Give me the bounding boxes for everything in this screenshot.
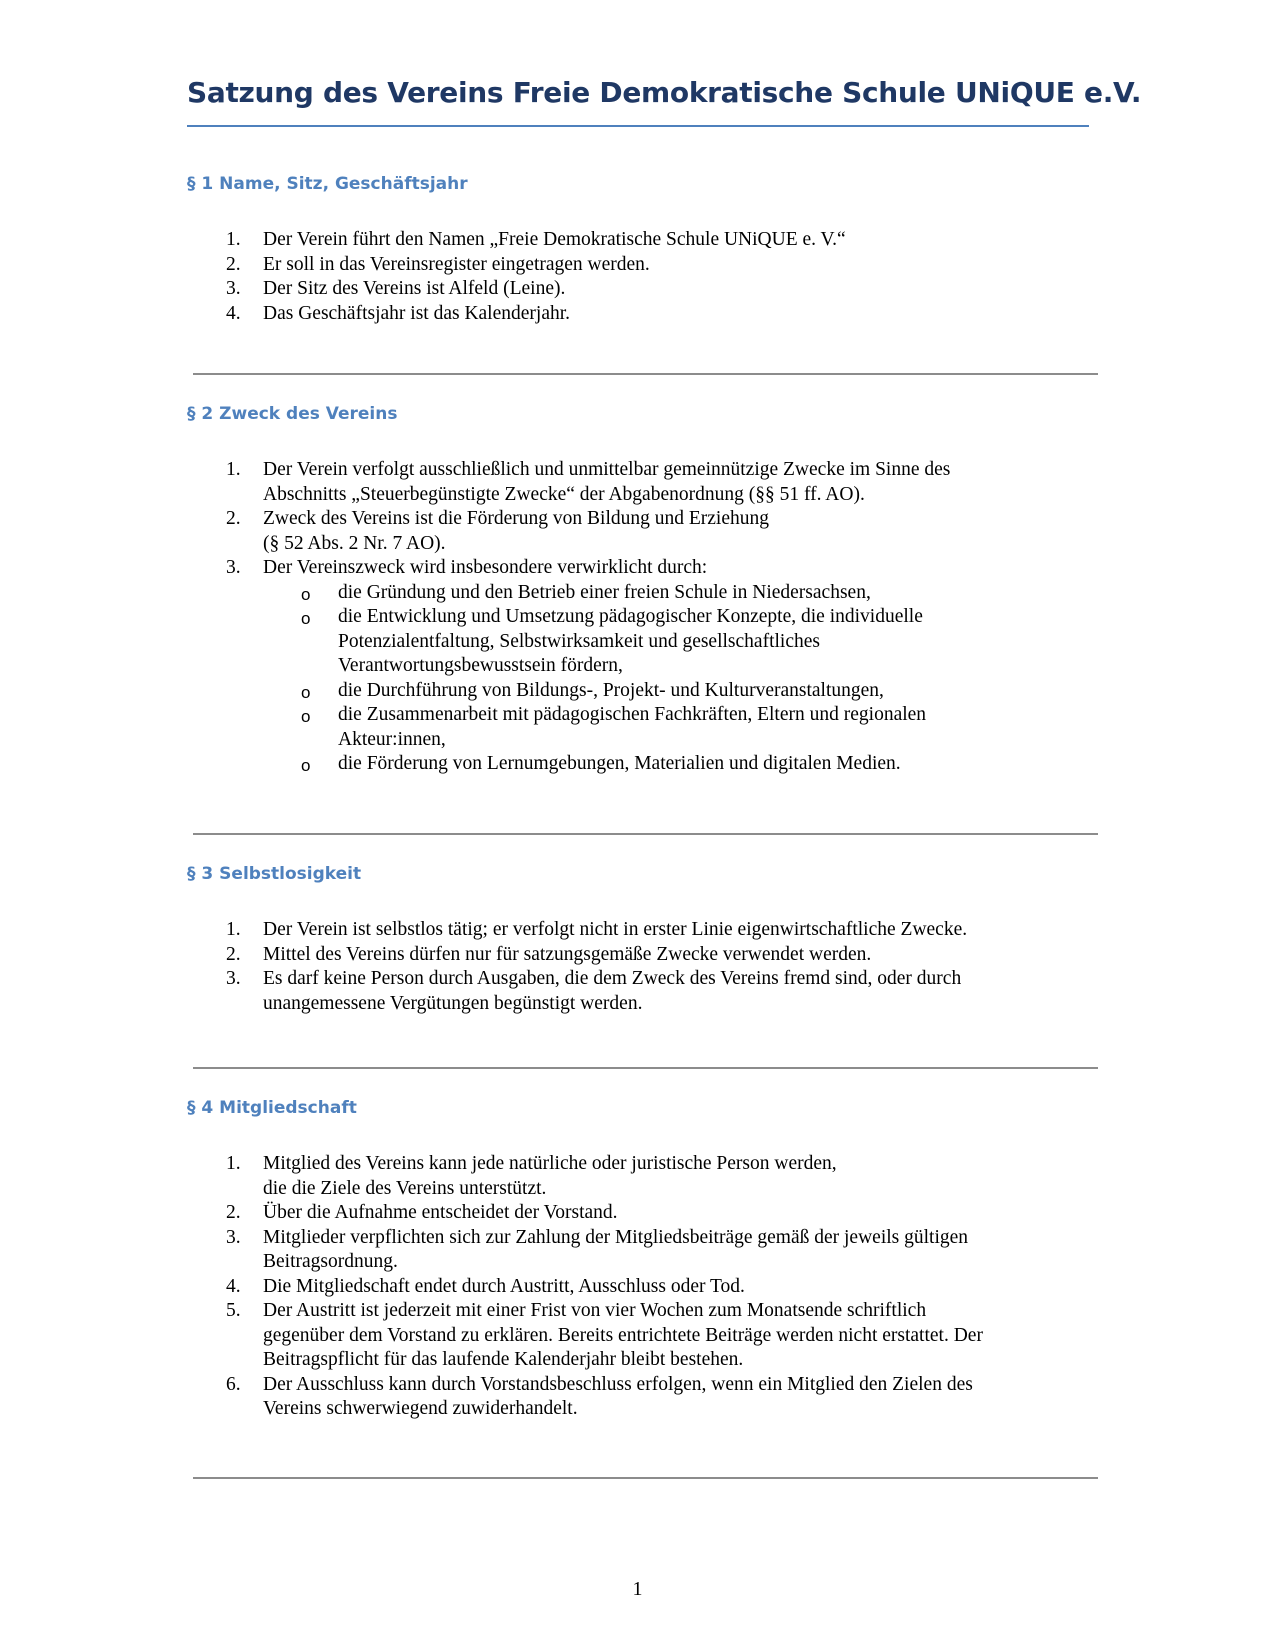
item-text: Über die Aufnahme entscheidet der Vorstand.	[263, 1202, 618, 1223]
item-text: Abschnitts „Steuerbegünstigte Zwecke“ der Abgabenordnung (§§ 51 ff. AO).	[263, 483, 865, 505]
section-divider	[193, 1477, 1098, 1479]
item-number: 1.	[226, 229, 241, 250]
item-text: Beitragspflicht für das laufende Kalenderjahr bleibt bestehen.	[263, 1349, 744, 1370]
list-item	[0, 277, 1103, 302]
item-text: unangemessene Vergütungen begünstigt werden.	[263, 992, 643, 1014]
list-item	[0, 1275, 1103, 1300]
item-number: 3.	[226, 278, 241, 299]
item-number: 6.	[226, 1373, 241, 1395]
list-item	[0, 458, 1103, 507]
section-3-list	[0, 918, 1275, 1016]
item-text: Die Mitgliedschaft endet durch Austritt, Ausschluss oder Tod.	[263, 1275, 745, 1297]
item-number: 1.	[226, 459, 241, 480]
sub-item-text: die Zusammenarbeit mit pädagogischen Fachkräften, Eltern und regionalen	[338, 704, 927, 725]
section-divider	[193, 1067, 1098, 1069]
list-item	[0, 507, 1103, 556]
sub-list	[263, 581, 1103, 777]
bullet-icon: o	[301, 756, 311, 775]
section-4-list	[0, 1152, 1275, 1422]
bullet-icon: o	[301, 609, 311, 628]
list-item	[0, 253, 1103, 278]
bullet-icon: o	[301, 584, 311, 604]
section-heading-2: § 2 Zweck des Vereins	[187, 404, 398, 424]
list-item	[0, 228, 1103, 253]
item-text: Vereins schwerwiegend zuwiderhandelt.	[263, 1398, 578, 1419]
item-number: 1.	[226, 919, 241, 940]
section-2-list	[0, 458, 1275, 777]
item-text: gegenüber dem Vorstand zu erklären. Bereits entrichtete Beiträge werden nicht erstattet. Der	[263, 1324, 983, 1346]
item-text: Der Austritt ist jederzeit mit einer Frist von vier Wochen zum Monatsende schriftlich	[263, 1300, 927, 1321]
item-number: 3.	[226, 557, 241, 578]
sub-item-text: die Förderung von Lernumgebungen, Materialien und digitalen Medien.	[338, 753, 901, 774]
item-text: Zweck des Vereins ist die Förderung von Bildung und Erziehung	[263, 508, 770, 529]
section-1-list	[0, 228, 1275, 326]
item-number: 2.	[226, 1202, 241, 1223]
item-text: Mitglied des Vereins kann jede natürliche oder juristische Person werden,	[263, 1153, 837, 1174]
item-text: Der Verein ist selbstlos tätig; er verfolgt nicht in erster Linie eigenwirtschaftliche Zwecke.	[263, 919, 968, 940]
list-item	[0, 1299, 1103, 1373]
bullet-icon: o	[301, 707, 311, 726]
sub-list-item	[263, 703, 1103, 752]
item-number: 3.	[226, 968, 241, 989]
list-item	[0, 943, 1103, 968]
title-underline	[187, 125, 1089, 127]
item-text: Mitglieder verpflichten sich zur Zahlung der Mitgliedsbeiträge gemäß der jeweils gültigen	[263, 1226, 969, 1248]
item-text: (§ 52 Abs. 2 Nr. 7 AO).	[263, 532, 446, 554]
item-number: 2.	[226, 508, 241, 529]
sub-item-text: Akteur:innen,	[338, 728, 446, 750]
item-number: 1.	[226, 1153, 241, 1174]
list-item	[0, 967, 1103, 1016]
item-text: Mittel des Vereins dürfen nur für satzungsgemäße Zwecke verwendet werden.	[263, 943, 872, 965]
section-heading-3: § 3 Selbstlosigkeit	[187, 864, 362, 884]
item-number: 2.	[226, 253, 241, 275]
item-text: Der Vereinszweck wird insbesondere verwirklicht durch:	[263, 557, 708, 578]
item-text: Beitragsordnung.	[263, 1251, 398, 1272]
list-item	[0, 556, 1103, 777]
bullet-icon: o	[301, 682, 311, 702]
sub-list-item	[263, 581, 1103, 606]
document-title: Satzung des Vereins Freie Demokratische Schule UNiQUE e.V.	[187, 76, 1142, 109]
page-number: 1	[632, 1578, 643, 1600]
item-text: Der Verein verfolgt ausschließlich und unmittelbar gemeinnützige Zwecke im Sinne des	[263, 459, 951, 480]
list-item	[0, 1152, 1103, 1201]
sub-list-item	[263, 679, 1103, 704]
item-text: Der Sitz des Vereins ist Alfeld (Leine).	[263, 278, 566, 299]
sub-item-text: Potenzialentfaltung, Selbstwirksamkeit und gesellschaftliches	[338, 630, 820, 652]
item-number: 3.	[226, 1226, 241, 1248]
sub-item-text: die Gründung und den Betrieb einer freien Schule in Niedersachsen,	[338, 581, 871, 603]
item-text: Der Ausschluss kann durch Vorstandsbeschluss erfolgen, wenn ein Mitglied den Zielen des	[263, 1373, 973, 1395]
item-text: Der Verein führt den Namen „Freie Demokratische Schule UNiQUE e. V.“	[263, 229, 846, 250]
item-number: 5.	[226, 1300, 241, 1321]
sub-item-text: die Entwicklung und Umsetzung pädagogischer Konzepte, die individuelle	[338, 606, 923, 627]
sub-item-text: Verantwortungsbewusstsein fördern,	[338, 655, 623, 676]
list-item	[0, 1201, 1103, 1226]
list-item	[0, 918, 1103, 943]
list-item	[0, 1373, 1103, 1422]
item-text: Er soll in das Vereinsregister eingetragen werden.	[263, 253, 650, 275]
list-item	[0, 1226, 1103, 1275]
item-number: 4.	[226, 302, 241, 324]
section-divider	[193, 373, 1098, 375]
item-text: die die Ziele des Vereins unterstützt.	[263, 1177, 547, 1199]
item-number: 2.	[226, 943, 241, 965]
item-number: 4.	[226, 1275, 241, 1297]
section-heading-4: § 4 Mitgliedschaft	[187, 1098, 357, 1118]
item-text: Das Geschäftsjahr ist das Kalenderjahr.	[263, 302, 571, 324]
section-divider	[193, 833, 1098, 835]
sub-item-text: die Durchführung von Bildungs-, Projekt- und Kulturveranstaltungen,	[338, 679, 884, 701]
sub-list-item	[263, 605, 1103, 679]
section-heading-1: § 1 Name, Sitz, Geschäftsjahr	[187, 174, 468, 194]
item-text: Es darf keine Person durch Ausgaben, die dem Zweck des Vereins fremd sind, oder durch	[263, 968, 962, 989]
list-item	[0, 302, 1103, 327]
sub-list-item	[263, 752, 1103, 777]
